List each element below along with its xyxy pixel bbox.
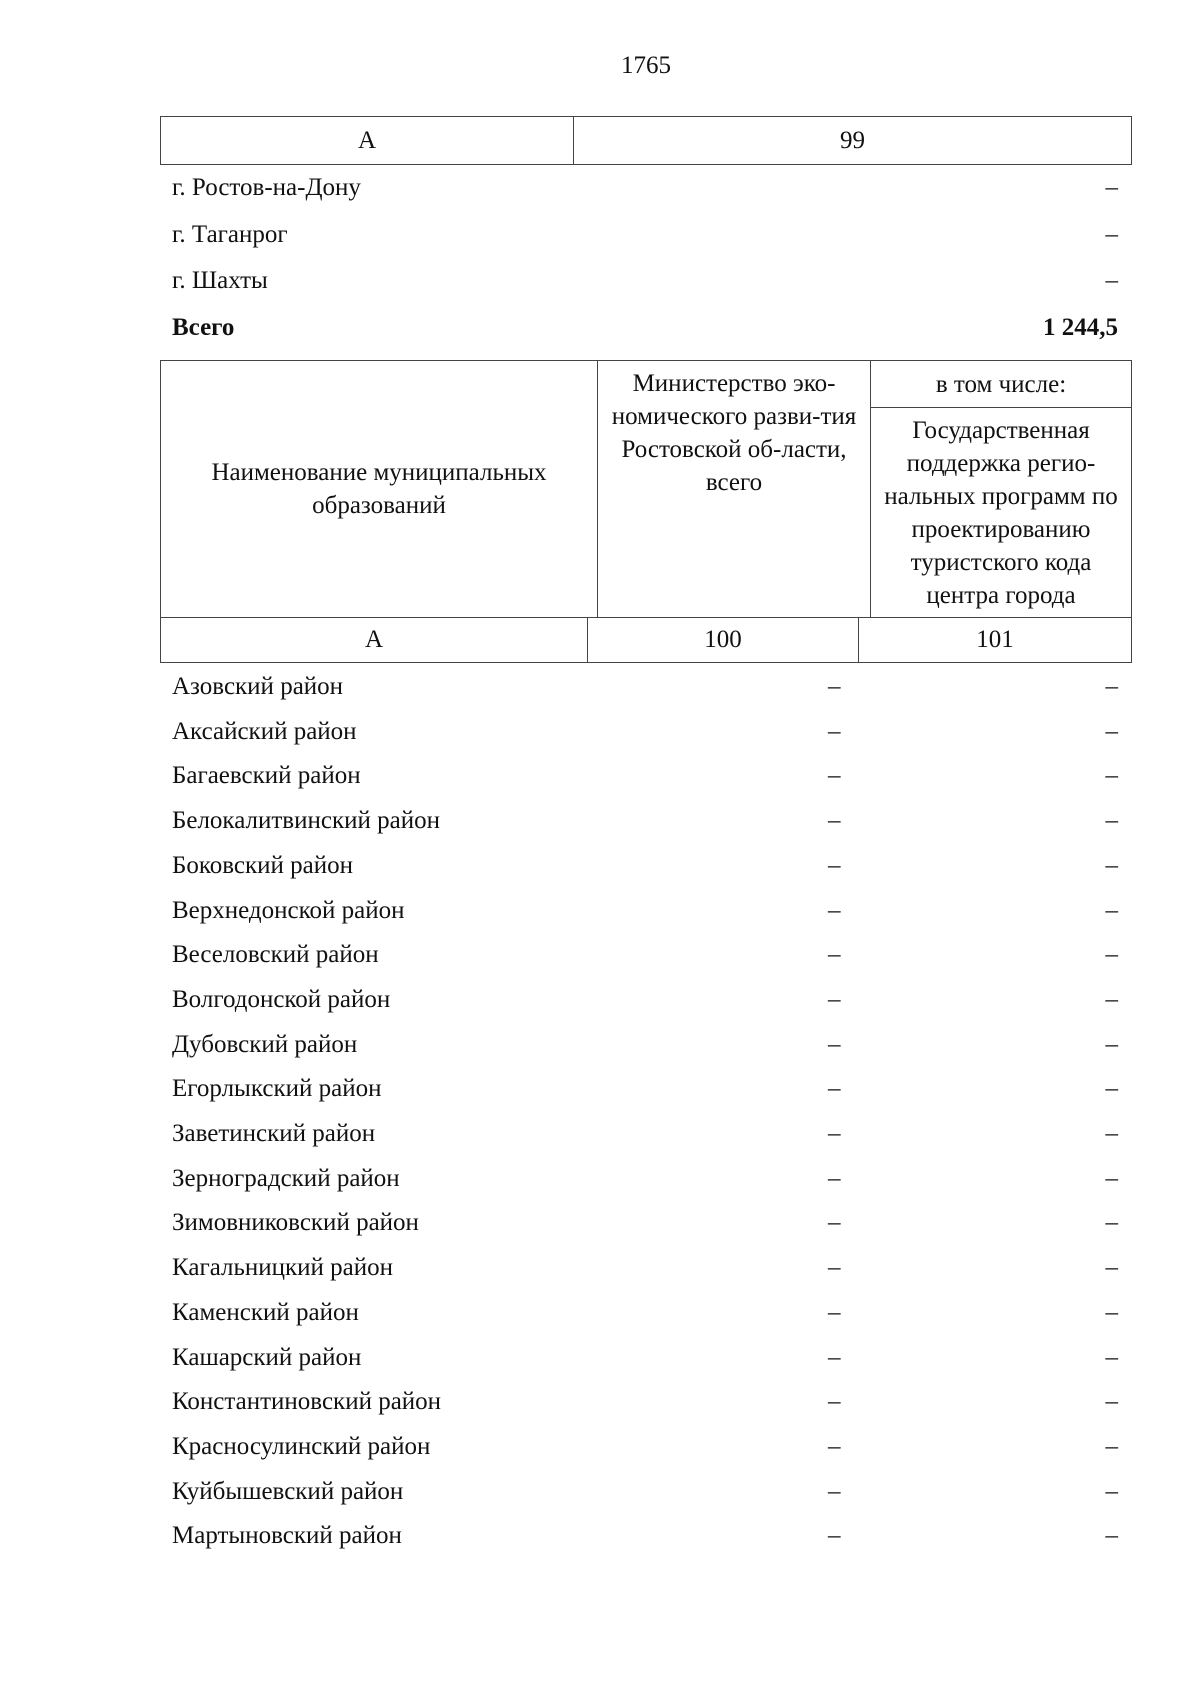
district-program-value: – (1105, 851, 1118, 879)
district-ministry-value: – (828, 941, 841, 969)
district-name: Красносулинский район (172, 1432, 431, 1460)
district-name: Белокалитвинский район (172, 807, 440, 835)
district-name: Мартыновский район (172, 1522, 402, 1550)
district-name: Аксайский район (172, 717, 357, 745)
table-row (160, 266, 1118, 296)
table-row (160, 806, 1118, 836)
district-program-value: – (1105, 1298, 1118, 1326)
district-ministry-value: – (828, 673, 841, 700)
district-program-value: – (1105, 673, 1118, 700)
header-municipality-name: Наименование муниципальных образований (161, 361, 598, 618)
district-ministry-value: – (828, 1164, 841, 1192)
table-row (160, 1521, 1118, 1551)
table-row (160, 1432, 1118, 1462)
district-ministry-value: – (828, 851, 841, 879)
district-ministry-value: – (828, 1343, 841, 1371)
district-name: Веселовский район (172, 941, 379, 969)
district-program-value: – (1105, 941, 1118, 969)
header-including: в том числе: (871, 361, 1132, 408)
top-header-col-a: А (161, 117, 574, 165)
district-program-value: – (1105, 896, 1118, 924)
row-name: г. Шахты (172, 267, 268, 294)
district-name: Константиновский район (172, 1388, 442, 1416)
district-ministry-value: – (828, 717, 841, 745)
district-ministry-value: – (828, 985, 841, 1013)
district-name: Кашарский район (172, 1343, 362, 1371)
district-name: Заветинский район (172, 1120, 376, 1147)
total-value: 1 244,5 (1043, 314, 1118, 341)
table-row (160, 672, 1118, 702)
table-row (160, 1343, 1118, 1373)
district-name: Боковский район (172, 851, 353, 879)
district-ministry-value: – (828, 1120, 841, 1147)
table-row (160, 1477, 1118, 1507)
district-ministry-value: – (828, 762, 841, 790)
row-value: – (1105, 221, 1118, 248)
row-name: г. Таганрог (172, 221, 288, 248)
table-row (160, 1208, 1118, 1238)
district-program-value: – (1105, 1120, 1118, 1147)
district-name: Зерноградский район (172, 1164, 400, 1192)
table-row (160, 1119, 1118, 1149)
top-header-col-99: 99 (574, 117, 1132, 165)
district-ministry-value: – (828, 896, 841, 924)
district-name: Куйбышевский район (172, 1477, 404, 1505)
district-name: Егорлыкский район (172, 1075, 382, 1103)
top-header-table (160, 116, 1132, 165)
district-program-value: – (1105, 1388, 1118, 1416)
district-ministry-value: – (828, 1298, 841, 1326)
district-ministry-value: – (828, 807, 841, 835)
table-row (160, 1298, 1118, 1328)
district-name: Зимовниковский район (172, 1209, 419, 1237)
row-name: г. Ростов-на-Дону (172, 174, 361, 201)
table-row (160, 985, 1118, 1015)
district-ministry-value: – (828, 1522, 841, 1550)
district-ministry-value: – (828, 1030, 841, 1058)
district-program-value: – (1105, 807, 1118, 835)
table-row (160, 173, 1118, 203)
table-row (160, 717, 1118, 747)
column-number-101: 101 (859, 618, 1132, 663)
page-number: 1765 (621, 52, 671, 79)
table-row (160, 940, 1118, 970)
table-row (160, 1074, 1118, 1104)
district-program-value: – (1105, 985, 1118, 1013)
table-row (160, 761, 1118, 791)
district-name: Волгодонской район (172, 985, 391, 1013)
table-row (160, 1030, 1118, 1060)
district-program-value: – (1105, 1522, 1118, 1550)
district-program-value: – (1105, 1164, 1118, 1192)
district-name: Дубовский район (172, 1030, 358, 1058)
district-program-value: – (1105, 1343, 1118, 1371)
district-name: Багаевский район (172, 762, 361, 790)
district-program-value: – (1105, 1209, 1118, 1237)
district-program-value: – (1105, 1432, 1118, 1460)
header-ministry-total: Министерство эко-номического разви-тия Ростовской об-ласти, всего (598, 361, 871, 618)
table-row (160, 1164, 1118, 1194)
column-header-table (160, 360, 1132, 618)
total-label: Всего (172, 314, 235, 341)
row-value: – (1105, 267, 1118, 294)
table-row (160, 896, 1118, 926)
district-program-value: – (1105, 762, 1118, 790)
district-name: Верхнедонской район (172, 896, 405, 924)
district-ministry-value: – (828, 1075, 841, 1103)
district-program-value: – (1105, 1477, 1118, 1505)
district-ministry-value: – (828, 1477, 841, 1505)
table-row (160, 1253, 1118, 1283)
table-row (160, 851, 1118, 881)
column-number-a: А (161, 618, 588, 663)
district-program-value: – (1105, 717, 1118, 745)
table-row (160, 1387, 1118, 1417)
district-program-value: – (1105, 1254, 1118, 1282)
district-program-value: – (1105, 1075, 1118, 1103)
district-name: Кагальницкий район (172, 1254, 394, 1282)
total-row (160, 313, 1118, 343)
district-ministry-value: – (828, 1209, 841, 1237)
district-ministry-value: – (828, 1254, 841, 1282)
row-value: – (1105, 174, 1118, 201)
table-row (160, 220, 1118, 250)
district-program-value: – (1105, 1030, 1118, 1058)
district-ministry-value: – (828, 1432, 841, 1460)
header-tourist-code-program: Государственная поддержка регио-нальных программ по проектированию туристского кода центра города (871, 408, 1132, 618)
district-ministry-value: – (828, 1388, 841, 1416)
column-numbering-table (160, 617, 1132, 663)
district-name: Каменский район (172, 1298, 359, 1326)
district-name: Азовский район (172, 673, 344, 700)
column-number-100: 100 (588, 618, 859, 663)
